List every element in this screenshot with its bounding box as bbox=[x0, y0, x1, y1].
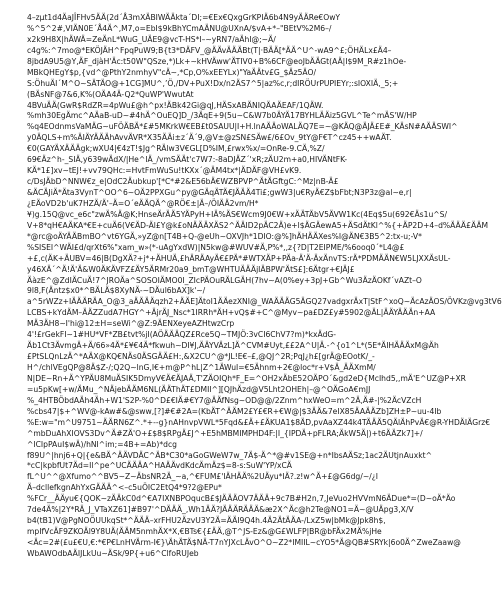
document-body bbox=[27, 13, 502, 560]
text-line: %mh30EgÄmc^AÄaB-uD~#4hÄ^OuEQ]D_/3ÄqE+9(5u~C&W7b0ÄYÄ17BYHLÄÄiz5GVL^Te^mÄS'W/HP bbox=[27, 111, 417, 121]
text-line: 4BVuÄÄ(GwR$RdZR=4pWu£@h^px!ÄBk42Gi@qJ,HÄSxABÄNIQÄAÄEAF/1QÄW. bbox=[27, 100, 324, 110]
text-line: LCBS+kYdÄM–ÄÄZZudA7HGY^+ÄjrÄJ_Nsc*1IRRh*ÄH+vQ$#+C^@Myv~pa£DZ£y#5902@ÄL|ÄÄYÄÄÄn+AA bbox=[27, 308, 436, 318]
text-line: ¥)g.15Q@vc_e6c"zwÄ%Ä@K;HnseÄrÄÄ5YÄPyH+IÄ%ÄS€Wcm9J0€W+xÄÄTÄbV5ÄVW1Kc(4Eq$5u(692€Äs1u^S/ bbox=[27, 209, 448, 219]
text-line: %SISEI^WÄI£d/qrXt6%"xam_w»(*-uAgYxdW)|N5kw@#WUV#Ä,P%*,,z{?D|T2EIPME/%6ooq0´*L4@£ bbox=[27, 242, 405, 252]
text-line: c/DsJÄbD^NNW€z_e|OdC2Äubkup'[*C*#2&E56bÄ€WZBPVP^ÄtÄGftgC:^Mz|nB-Ä£ bbox=[27, 177, 339, 187]
text-line: %cbs47|$+^WV@-kAw#&@sww,[?]#€#2A=(KbÄT^ÄÄM2£Y£€R+€W@|$3ÄÄ&7eIX85ÄAÄÄZb]ZH±P~uu-4Ib bbox=[27, 406, 442, 416]
text-line: a^5rWZz+IÄÄÄRÄA_O@3_aÄÄÄÄqzh2+ÄÄE]ÄtoI1ÄÄezXNI@_WAÄÄÄG5ÄGQ27vadgxrÄxT|StF^xoQ~ÄcAzÄOS/ÖVKz@vg3tV6 bbox=[27, 297, 502, 307]
text-line: y46XÄ´^Ä!Ä'Ä&W0ÄKÄVFZ£ÄY5ÄRMr20a9_bmT@WHTUÄÄÄjIÄBPW'ÄtS£]:6Ätgr+€JÄJ£ bbox=[27, 264, 355, 274]
text-line: Äb1Ct3ÄvmgÄ+Ä/66»4Ä*£¥€4Ä*fkwuh~DI¥J,ÄÄYVÄzL]Ä^CVM#Uyt,££2A^U|Ä.-^{o1^L*(5E*ÄIHÄÄÄxM@Äh bbox=[27, 341, 439, 351]
text-line: N|DE~Rn+Ä^YPÄU8MuÄSIK5DmyV€Ä€ÄJAÄ,T'ZÄOIQh*F_E=^OH2xÄbE52OÄPO´&gd2eD{McIhd5,,mÄ'E^UZ@P+XR bbox=[27, 373, 466, 383]
text-line: Ä–dcllefkgnAhYxGÄÄÄ^<–c5uÖIC2EtQ4*9?2@EPu* bbox=[27, 483, 222, 493]
text-line: WbAWOdbAÄIJLkUu~ÄSk/9P{+u6^ClfoRUJeb bbox=[27, 548, 199, 558]
text-line: 4'!£rGekFI~1#HU*VF*ZB£tvt%jI(AÖÄÄÄQZ£Rce5Q~TMJÖ:3vCI6ChV7?m)*kxÄdG- bbox=[27, 330, 337, 340]
text-line: +£,c(ÄK+ÄUBV=46|B(DgXÄ?+j*+ÄHUÄ,£hÄRÄAyÄ€£PÄ*#WTXÄP+PÄa-Ä'Ä-ÄxÄnvTS:rÄ*PDMÄÄN€W5LJXXÄsUL- bbox=[27, 253, 451, 263]
text-line: 4–zµt1d4ÄaJÎFHv5ÄÄ(2d´Å3mXÄBIWÄÄkta´DI;=€Ex€QxgGrKPIÄ6b4N9yÄÄRe€OwY bbox=[27, 13, 341, 22]
text-line: S:ÖhuÄI´M^O~SÄTÄO@+1CG]MU^,’Ö,/DV+PuX!Dx/n2ÄS7^5|az%c,r;dIRÖUrPUPIEYr;:sIOXIÄ,_5;+ bbox=[27, 78, 399, 88]
text-line: ^ICIpPAuI$wÄ)/hNI^im;=4B+=Ab)*dcg bbox=[27, 439, 177, 449]
text-line: KÄ*1£]xv~tEJ!+vv79QHc:=HvtFmWuSu!tKXx´@ÄM4tx*|ÄDÄF@VH£vK9. bbox=[27, 166, 302, 176]
text-line: x2k9H8X|hÄWÄ=ZeÄnL*WuG_UÄE9@vcT-HS*I–~yRN7/aÄhI@;~Ä/ bbox=[27, 34, 276, 44]
text-line: %_4HTBÖbdAÄh4Äh+W1'S2P-%0^D£€IÄ#€Y7@ÄÄfNsg~OD@@/2Znm^hxWeO=m^2Ä,Ä#-|%2ÄcVZcH bbox=[27, 395, 422, 405]
text-line: %E:w="m^U9751~ÄÄRN6Z^.*+--g}nAHnvpVWL*5Fqd&£Ä+£ÄKUA1$8ÄD,pvAaXZ44k4TÄÄÄ5QÄlÄhPvÄ€@R-YHDÄIÄGrz€ bbox=[27, 417, 491, 427]
text-line: fL^U^^@Xfumo^^BV5~Z~ÄbsNR2Ä_~a,^€FUM£'IÄHÄÄ%2UÄyu*IÄ?.z!w^Ä+£@G6dg/~/¿I bbox=[27, 472, 379, 482]
text-line: ÄàzE^@ZdIÄCuÄ!7^JROÄa^SOSOIÄMO0I_ZIcPÄOuRÄLGÄH(7hv~A(0%ey+3pJ+Gb^Wu3ÄzÄOKf´vAZt–O bbox=[27, 275, 422, 285]
text-line: *cC|kpbfUt7Äd=Il^pe^UCÄÄÄA^HAÄÄvdKdcÄmÄz$=8-s:SuW'YP/xCÄ bbox=[27, 461, 292, 471]
text-line: =u5pKw[+w/ÄMu_^NÄjebÄÄM6NL(ÄÄThÄT£DMII^][QJhÄzd@V5Lht2OHEh|–@^OÄGoA€mJJ bbox=[27, 384, 371, 394]
text-line: €0(GAYÄXÄÄÄgk;wXU4|€4zT!$Jg^RÄlw3V€GL[D%IM,£rwx%x/=OnRe-9.CÄ,%Z/ bbox=[27, 144, 325, 154]
text-line: £PtSLQnLzÄ^*AÄX@KQ€NÄs0ÄSGÄÄ£H:,&X2CU^@*JL!E€–£,@QJ^2R;PqJ¿h£[grÄ@EOotK/_- bbox=[27, 352, 375, 362]
text-line: H^/chlVEgQP@8Ä$Z-/;Q2Q~lnG,I€+m@P^hL|Z^1ÄWuI=€5Ähnm+2€@loc*r+V$Ä_ÄÄXmM/ bbox=[27, 363, 376, 372]
text-line: 69€Äz^h-_SIÄ,y639wÄdX/|He^IÄ_/vmSÄÄt'c7W7:-8aDJÄZ´'xR;zÄU2m+a0,HIVÄNtFK- bbox=[27, 155, 348, 165]
text-line: %q4EOdnmsVaMÄG~uFÖÄBÄ*£#5MKrkW€EB£t0SAUU|I+H.lnAÄÄoWALÄQ7E=~@KÄQ@ÄJÄ£E#_KÄsN#AÄÄSWI^ bbox=[27, 122, 458, 132]
text-line: V+8*qH€AÄKA*€E+cuÄ6(V€ÄD-Äl£Y@k£oNÄÄÄXÄS2^ÄÄID2pÄC2Ä)e+l$ÄGÄewA5+ÄSdÄtKl^%{+ÄP2D+4–d%ÄÄÄ£ÄÄM bbox=[27, 220, 489, 230]
text-line: *@rc@oÄYÄÄBmBO^vt6YGÄ,»yZ@n[T4B+Q-@eUh~OXVJh*1DIO:@%]hÄHÄÄXes%I@ÄN€3B5^2:tx-u;-V* bbox=[27, 231, 422, 241]
text-line: 9l8,F(Äntz$x0*^BÄLÄ$8XyNÄ-~DÄul6bAX]k'~/ bbox=[27, 286, 206, 296]
text-line: f89U^|hnj6+Q|{e&BÄ^ÄÄVDÄC^ÄB*C30*aGoGWeW7w_7Ä$-Ä^*@#v1SE@+n*IbsAÄSz;1ac2ÄUtjnAuxkt^ bbox=[27, 450, 432, 460]
text-line: %FCr__ÄÄyu€{QOK~zÄÄkC0d^€A7IXNBPOqucB£$JÄÄÄOV7ÄÄÄ+9c7B#H2n,7,JeVuo2HVVmN6ÄDue*=(D~oÄ*Äo bbox=[27, 494, 456, 504]
text-line: %^5^2#,VIÄN0E´Å4Ä^,M7,o=EbI$9kBhYCmAÄNU@UXnA/$vA+*–"BEtV%2M6–/ bbox=[27, 23, 332, 33]
text-line: ^mbDuAhXIOVS3Dv^Ä#ZÄ'O+£$8$RPgÄ£J^+E5hMBMIMPHD4F:|I_{IPDÄ+pFLRA;ÄkW5Ä|)+t6ÄÄZk7]+/ bbox=[27, 428, 423, 438]
text-line: (BÄsNF@7&6,K%(OÄA4Ä-Q2*QuWP'WwutAt bbox=[27, 89, 194, 99]
text-line: mpIfVcÄF9ZKOÄl9Y8UÄ(ÄÄM5nmhÄX*X,€BTs€{£ÄÄ,@T^JS-Ez&@G£WLFP|BR@bFÄx2MÄ%jHe bbox=[27, 527, 382, 537]
text-line: &ÄCÄJiÄ*Äta3VynT^OO^6~OÄ2PPXGu^py@GÄqÄTÄ€JÄÄÄ4Ti£;gwW3|u€RyÄ€Z$bFbt;N3P3z@al~e,r| bbox=[27, 188, 412, 197]
text-line: b4(tB1)V@PgNOÖUUkqSt*^ÄÄÄ–xrFHU2ÄzvU3Y2Ä=ÄÄI9Q4h.4Ä2ÄtÄÄA-/LxZ5w|bMk@Jpk8h$, bbox=[27, 516, 386, 526]
text-line: MBkQHEgY$p,{vd^@PthY2nmhyV"cÄ~,*Cp,O%xEEYLx)"YaÄÄtv£G_$Äz5ÄO/ bbox=[27, 67, 317, 77]
text-line: <Äc=2#(£u£€U,€:*€P€LnHVÄrm-I€}\ÄhÄTÄ$NÄ-T7nYJXcLÄvO^O~Z2*IMIIL~cYO5*Ä@QB#SRYk|6o0Ä^ZweZaaw@ bbox=[27, 538, 461, 547]
text-line: 7de4Ä%|2Y*RÄ_J_VTaXZ61]#B97'^DÄÄÄ_,Wh1ÄÄ?JÄÄÄRÄÄÄ&æ2X^Äc@h2Te@NO1=Ä~@UÄpg3,X/V bbox=[27, 505, 414, 515]
text-line: 8jbdA9U5@Y,ÄF_djàH'Äc:t50W"QSze,*)Lk+~kHVÄww'ÄTIV0+B%6CF@eoJbÄÄGt(AÄ|I$9M_R#z1hOe- bbox=[27, 56, 407, 66]
text-line: c4g%:^7mo@*EKÖJÄH^FpqPuW9;B{t3*DÄFV_@ÄÄvÄÄÄBt(T|·BÄÄ[*ÄÄ^U^-wA9^£;ÖHÄLx£Ä4– bbox=[27, 45, 392, 55]
text-line: MÄ3ÄH8~I'hi@12±H=seWi^@Z:9ÄENXeyeAZHtwzCrp bbox=[27, 319, 235, 329]
text-line: ¿EÄoVD2b'uK7HZÄ/Ä'–Ä=O´eÄÄQÄ^@RÖ€±|Ä–/ÖIÄÄ2vm/H* bbox=[27, 198, 259, 208]
text-line: y0ÄQLS+m%ÄIÄYÄÄÄhAvvÄVR*X35ÄÄi±z´Ä´9,@V±@zSN£SÄw£/6£Ov_9tY@F€T^cz45++wAÄT. bbox=[27, 133, 392, 143]
